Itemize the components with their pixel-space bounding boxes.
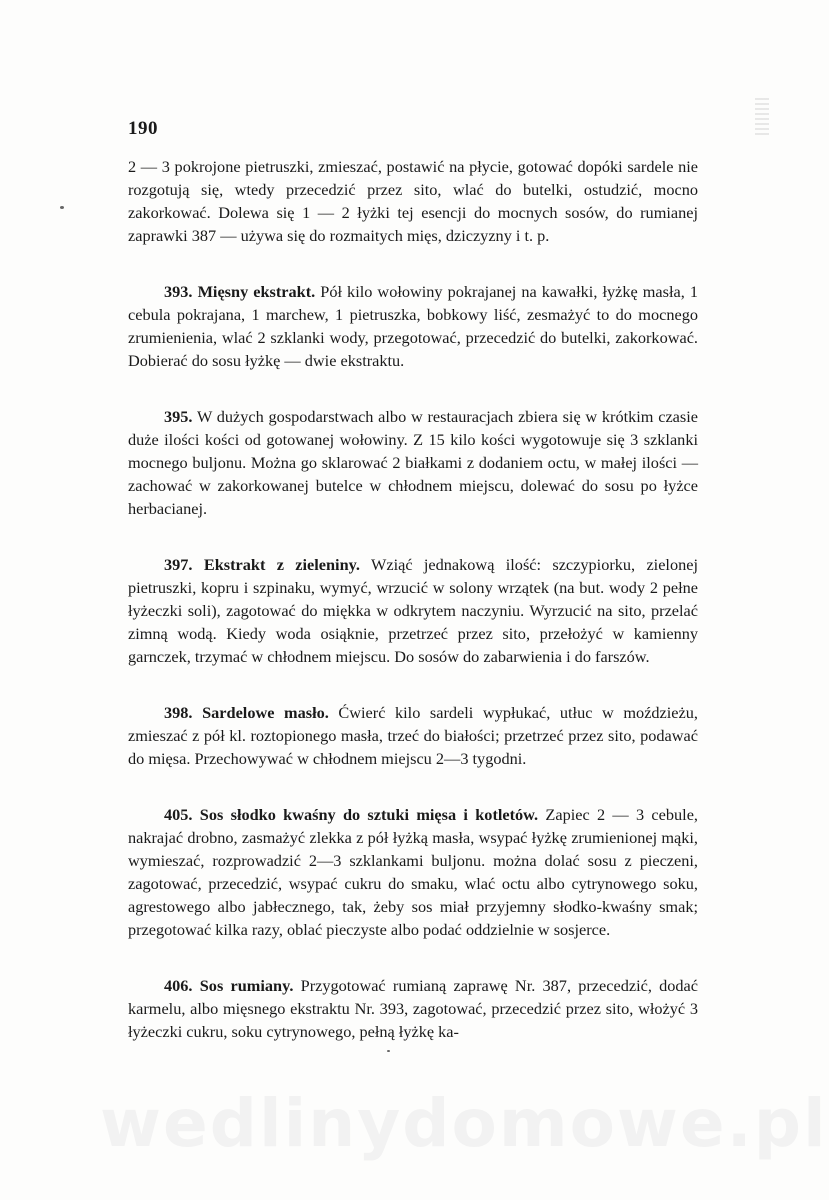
recipe-number: 397. (164, 555, 193, 574)
recipe-text: Przygotować rumianą zaprawę Nr. 387, przecedzić, dodać karmelu, albo mięsnego ekstraktu Nr. 393, zagotować, przecedzić przez sito, włożyć 3 łyżeczki cukru, soku cytrynowego, pełną łyżkę ka- (128, 976, 699, 1041)
scan-edge-mark (755, 98, 769, 138)
page-text (128, 155, 698, 1043)
recipe-text: Zapiec 2 — 3 cebule, nakrajać drobno, zasmażyć zlekka z pół łyżką masła, wsypać łyżkę zrumienionej mąki, wymieszać, rozprowadzić 2—3 szklankami buljonu. można dolać sosu z pieczeni, zagotować, przecedzić, wsypać cukru do smaku, wlać octu albo cytrynowego soku, agrestowego albo jabłecznego, tak, żeby sos miał przyjemny słodko-kwaśny smak; przegotować kilka razy, oblać pieczyste albo podać oddzielnie w sosjerce. (128, 805, 698, 939)
recipe-number: 398. (164, 703, 193, 722)
recipe-393 (128, 280, 698, 372)
watermark: wedlinydomowe.pl (100, 1085, 828, 1162)
recipe-398 (128, 701, 698, 770)
continuation-paragraph: 2 — 3 pokrojone pietruszki, zmieszać, postawić na płycie, gotować dopóki sardele nie rozgotują się, wtedy przecedzić przez sito, wlać do butelki, ostudzić, mocno zakorkować. Dolewa się 1 — 2 łyżki tej esencji do mocnych sosów, do rumianej zaprawki 387 — używa się do rozmaitych mięs, dziczyzny i t. p. (128, 157, 698, 245)
recipe-number: 405. (164, 805, 193, 824)
recipe-title: Sardelowe masło. (202, 703, 329, 722)
recipe-title: Mięsny ekstrakt. (197, 282, 316, 301)
recipe-number: 395. (164, 407, 193, 426)
recipe-text: Wziąć jednakową ilość: szczypiorku, zielonej pietruszki, kopru i szpinaku, wymyć, wrzucić w solony wrzątek (na but. wody 2 pełne łyżeczki soli), zagotować do miękka w odkrytem naczyniu. Wyrzucić na sito, przelać zimną wodą. Kiedy woda osiąknie, przetrzeć przez sito, przełożyć w kamienny garnczek, trzymać w chłodnem miejscu. Do sosów do zabarwienia i do farszów. (128, 555, 698, 666)
recipe-405 (128, 803, 698, 941)
recipe-text: Pół kilo wołowiny pokrajanej na kawałki, łyżkę masła, 1 cebula pokrajana, 1 marchew, 1 pietruszka, bobkowy liść, zesmażyć to do mocnego zrumienienia, wlać 2 szklanki wody, przegotować, przecedzić do butelki, zakorkować. Dobierać do sosu łyżkę — dwie ekstraktu. (128, 282, 698, 370)
recipe-number: 406. (164, 976, 193, 995)
recipe-397 (128, 553, 698, 668)
recipe-text: W dużych gospodarstwach albo w restauracjach zbiera się w krótkim czasie duże ilości kości od gotowanej wołowiny. Z 15 kilo kości wygotowuje się 3 szklanki mocnego buljonu. Można go sklarować 2 białkami z dodaniem octu, w małej ilości — zachować w zakorkowanej butelce w chłodnem miejscu, dolewać do sosu po łyżce herbacianej. (128, 407, 698, 518)
recipe-number: 393. (164, 282, 193, 301)
recipe-title: Sos słodko kwaśny do sztuki mięsa i kotletów. (199, 805, 539, 824)
recipe-title: Ekstrakt z zieleniny. (203, 555, 360, 574)
page-number: 190 (128, 118, 158, 139)
recipe-406 (128, 974, 698, 1043)
recipe-title: Sos rumiany. (199, 976, 294, 995)
recipe-text: Ćwierć kilo sardeli wypłukać, utłuc w moździeżu, zmieszać z pół kl. roztopionego masła, trzeć do białości; przetrzeć przez sito, podawać do mięsa. Przechowywać w chłodnem miejscu 2—3 tygodni. (128, 703, 698, 768)
recipe-395 (128, 405, 698, 520)
scan-speck (60, 206, 64, 209)
scan-speck (387, 1050, 390, 1052)
